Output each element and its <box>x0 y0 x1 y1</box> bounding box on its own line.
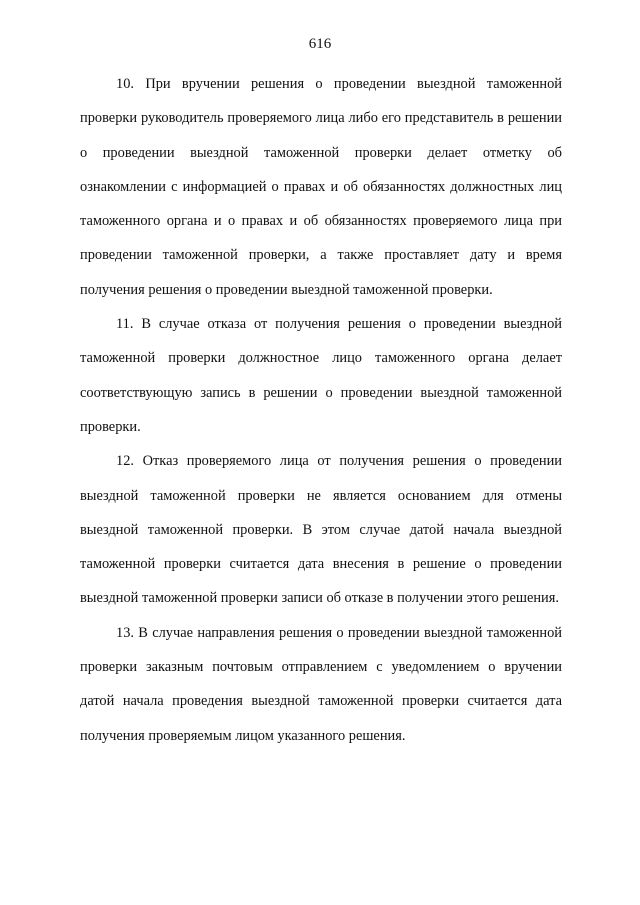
paragraph-10: 10. При вручении решения о проведении выездной таможенной проверки руководитель проверяемого лица либо его представитель в решении о проведении выездной таможенной проверки делает отметку об ознакомлении с информацией о правах и об обязанностях должностных лиц таможенного органа и о правах и об обязанностях проверяемого лица при проведении таможенной проверки, а также проставляет дату и время получения решения о проведении выездной таможенной проверки. <box>80 76 562 298</box>
page-number: 616 <box>308 36 332 52</box>
paragraph-11: 11. В случае отказа от получения решения о проведении выездной таможенной проверки должностное лицо таможенного органа делает соответствующую запись в решении о проведении выездной таможенной проверки. <box>80 316 562 435</box>
document-body <box>80 67 562 753</box>
paragraph-13: 13. В случае направления решения о проведении выездной таможенной проверки заказным почтовым отправлением с уведомлением о вручении датой начала проведения выездной таможенной проверки считается дата получения проверяемым лицом указанного решения. <box>80 624 562 744</box>
paragraph-12: 12. Отказ проверяемого лица от получения решения о проведении выездной таможенной проверки не является основанием для отмены выездной таможенной проверки. В этом случае датой начала выездной таможенной проверки считается дата внесения в решение о проведении выездной таможенной проверки записи об отказе в получении этого решения. <box>80 453 562 607</box>
